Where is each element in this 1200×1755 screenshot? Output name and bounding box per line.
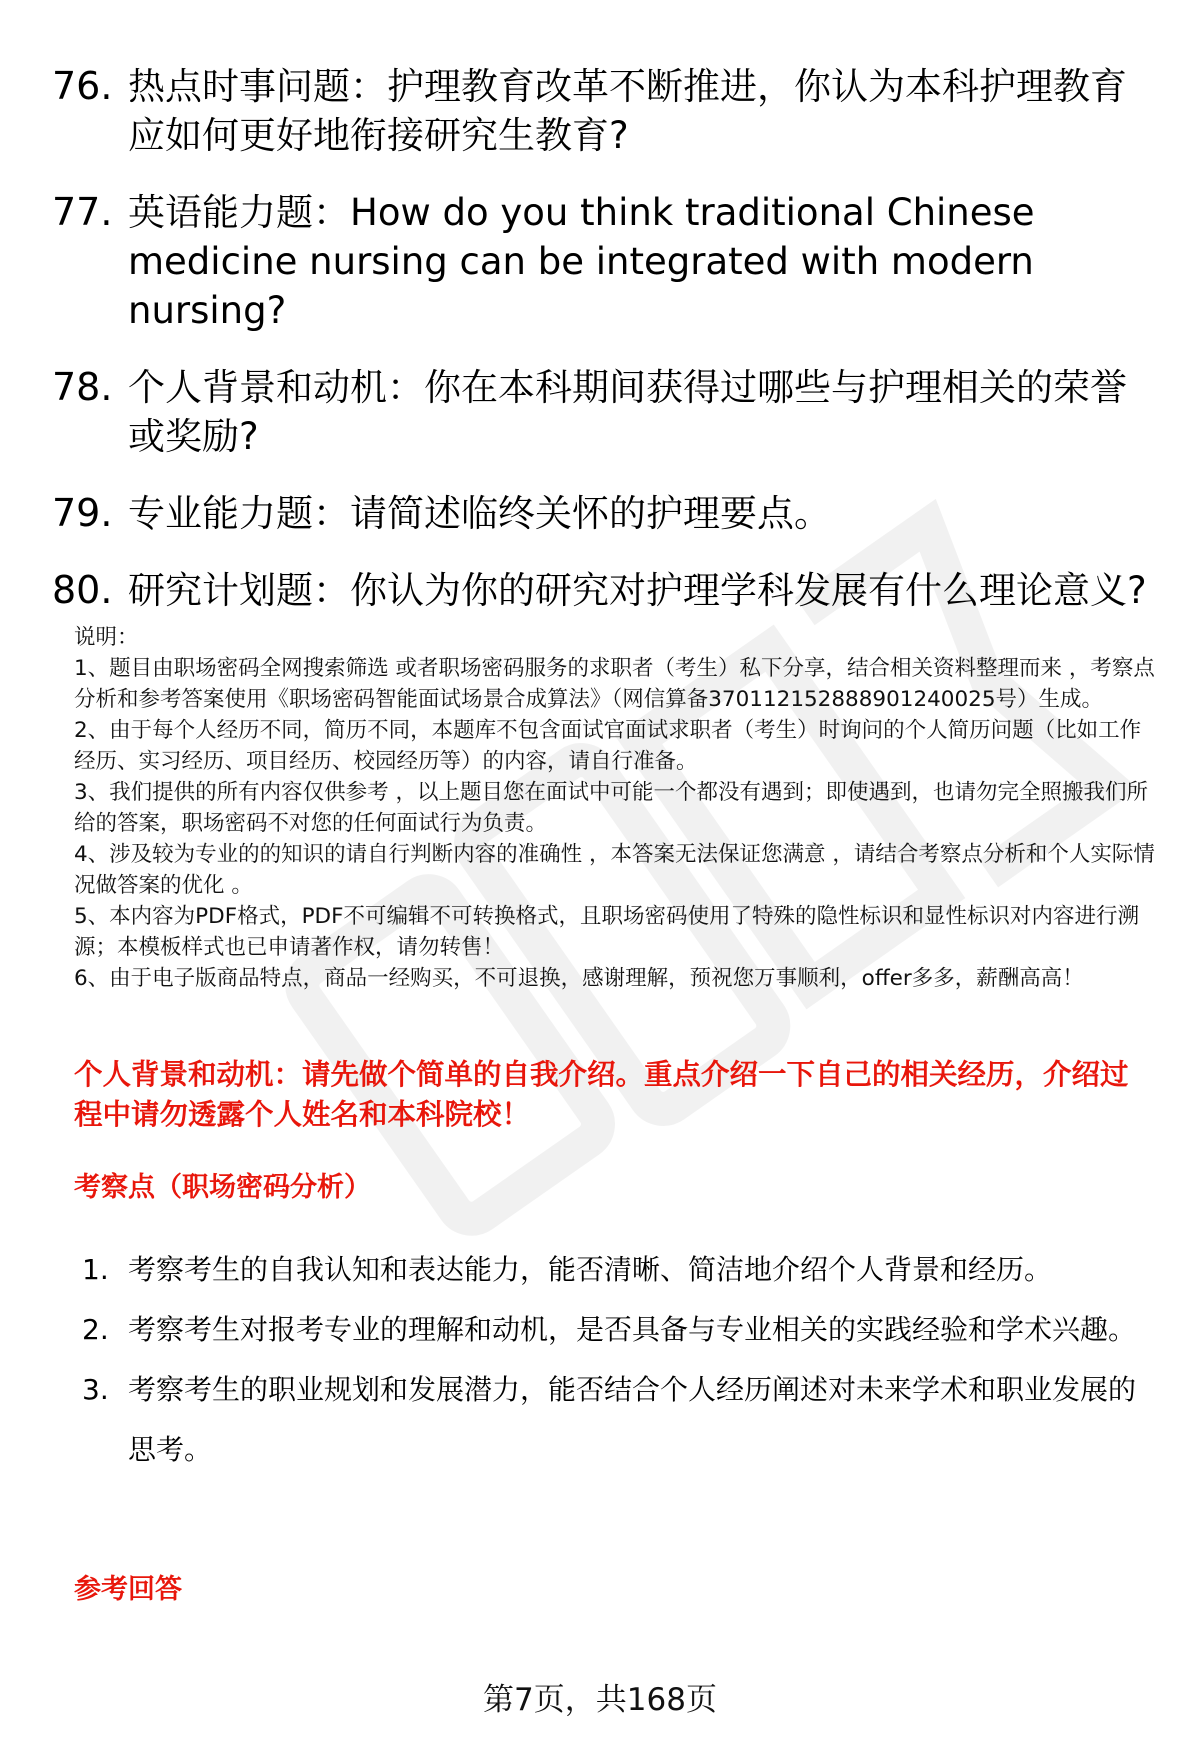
question-item: [52, 188, 1162, 335]
note-item: 5、本内容为PDF格式，PDF不可编辑不可转换格式，且职场密码使用了特殊的隐性标识和显性标识对内容进行溯源；本模板样式也已申请著作权，请勿转售！: [74, 904, 1139, 960]
disclaimer-notes: [74, 622, 1162, 994]
question-number: 78.: [52, 365, 113, 409]
question-text: 英语能力题：How do you think traditional Chinese medicine nursing can be integrated with modern nursing?: [128, 191, 1035, 332]
point-number: 1.: [82, 1253, 109, 1286]
question-text: 研究计划题：你认为你的研究对护理学科发展有什么理论意义?: [128, 569, 1147, 612]
question-number: 79.: [52, 491, 113, 535]
question-number: 77.: [52, 190, 113, 234]
analysis-point: [82, 1240, 1162, 1300]
note-item: 2、由于每个人经历不同，简历不同，本题库不包含面试官面试求职者（考生）时询问的个人简历问题（比如工作经历、实习经历、项目经历、校园经历等）的内容，请自行准备。: [74, 718, 1142, 774]
question-number: 80.: [52, 568, 113, 612]
point-text: 考察考生对报考专业的理解和动机，是否具备与专业相关的实践经验和学术兴趣。: [128, 1313, 1137, 1346]
note-item: 6、由于电子版商品特点，商品一经购买，不可退换，感谢理解，预祝您万事顺利，offer多多，薪酬高高！: [74, 966, 1084, 991]
reference-answer-heading: 参考回答: [74, 1574, 182, 1605]
question-number: 76.: [52, 64, 113, 108]
question-list: [52, 62, 1162, 643]
point-number: 2.: [82, 1313, 109, 1346]
note-item: 1、题目由职场密码全网搜索筛选 或者职场密码服务的求职者（考生）私下分享，结合相关资料整理而来 ，考察点分析和参考答案使用《职场密码智能面试场景合成算法》（网信算备370112152888901240025号）生成。: [74, 656, 1155, 712]
notes-title: 说明：: [74, 625, 139, 650]
analysis-points: [82, 1240, 1162, 1480]
analysis-heading: 考察点（职场密码分析）: [74, 1172, 371, 1203]
point-text: 考察考生的职业规划和发展潜力，能否结合个人经历阐述对未来学术和职业发展的思考。: [128, 1373, 1137, 1466]
question-text: 专业能力题：请简述临终关怀的护理要点。: [128, 492, 831, 535]
question-item: [52, 566, 1162, 615]
question-item: [52, 489, 1162, 538]
analysis-point: [82, 1360, 1162, 1480]
question-item: [52, 363, 1162, 461]
question-text: 热点时事问题：护理教育改革不断推进，你认为本科护理教育应如何更好地衔接研究生教育?: [128, 65, 1127, 157]
analysis-point: [82, 1300, 1162, 1360]
section-question-title: 个人背景和动机：请先做个简单的自我介绍。重点介绍一下自己的相关经历，介绍过程中请勿透露个人姓名和本科院校！: [74, 1058, 1129, 1131]
page-footer: 第7页，共168页: [483, 1682, 717, 1718]
question-item: [52, 62, 1162, 160]
note-item: 3、我们提供的所有内容仅供参考 ，以上题目您在面试中可能一个都没有遇到；即使遇到，也请勿完全照搬我们所给的答案，职场密码不对您的任何面试行为负责。: [74, 780, 1149, 836]
note-item: 4、涉及较为专业的的知识的请自行判断内容的准确性 ，本答案无法保证您满意 ，请结合考察点分析和个人实际情况做答案的优化 。: [74, 842, 1155, 898]
question-text: 个人背景和动机：你在本科期间获得过哪些与护理相关的荣誉或奖励?: [128, 366, 1127, 458]
point-text: 考察考生的自我认知和表达能力，能否清晰、简洁地介绍个人背景和经历。: [128, 1253, 1053, 1286]
point-number: 3.: [82, 1373, 109, 1406]
